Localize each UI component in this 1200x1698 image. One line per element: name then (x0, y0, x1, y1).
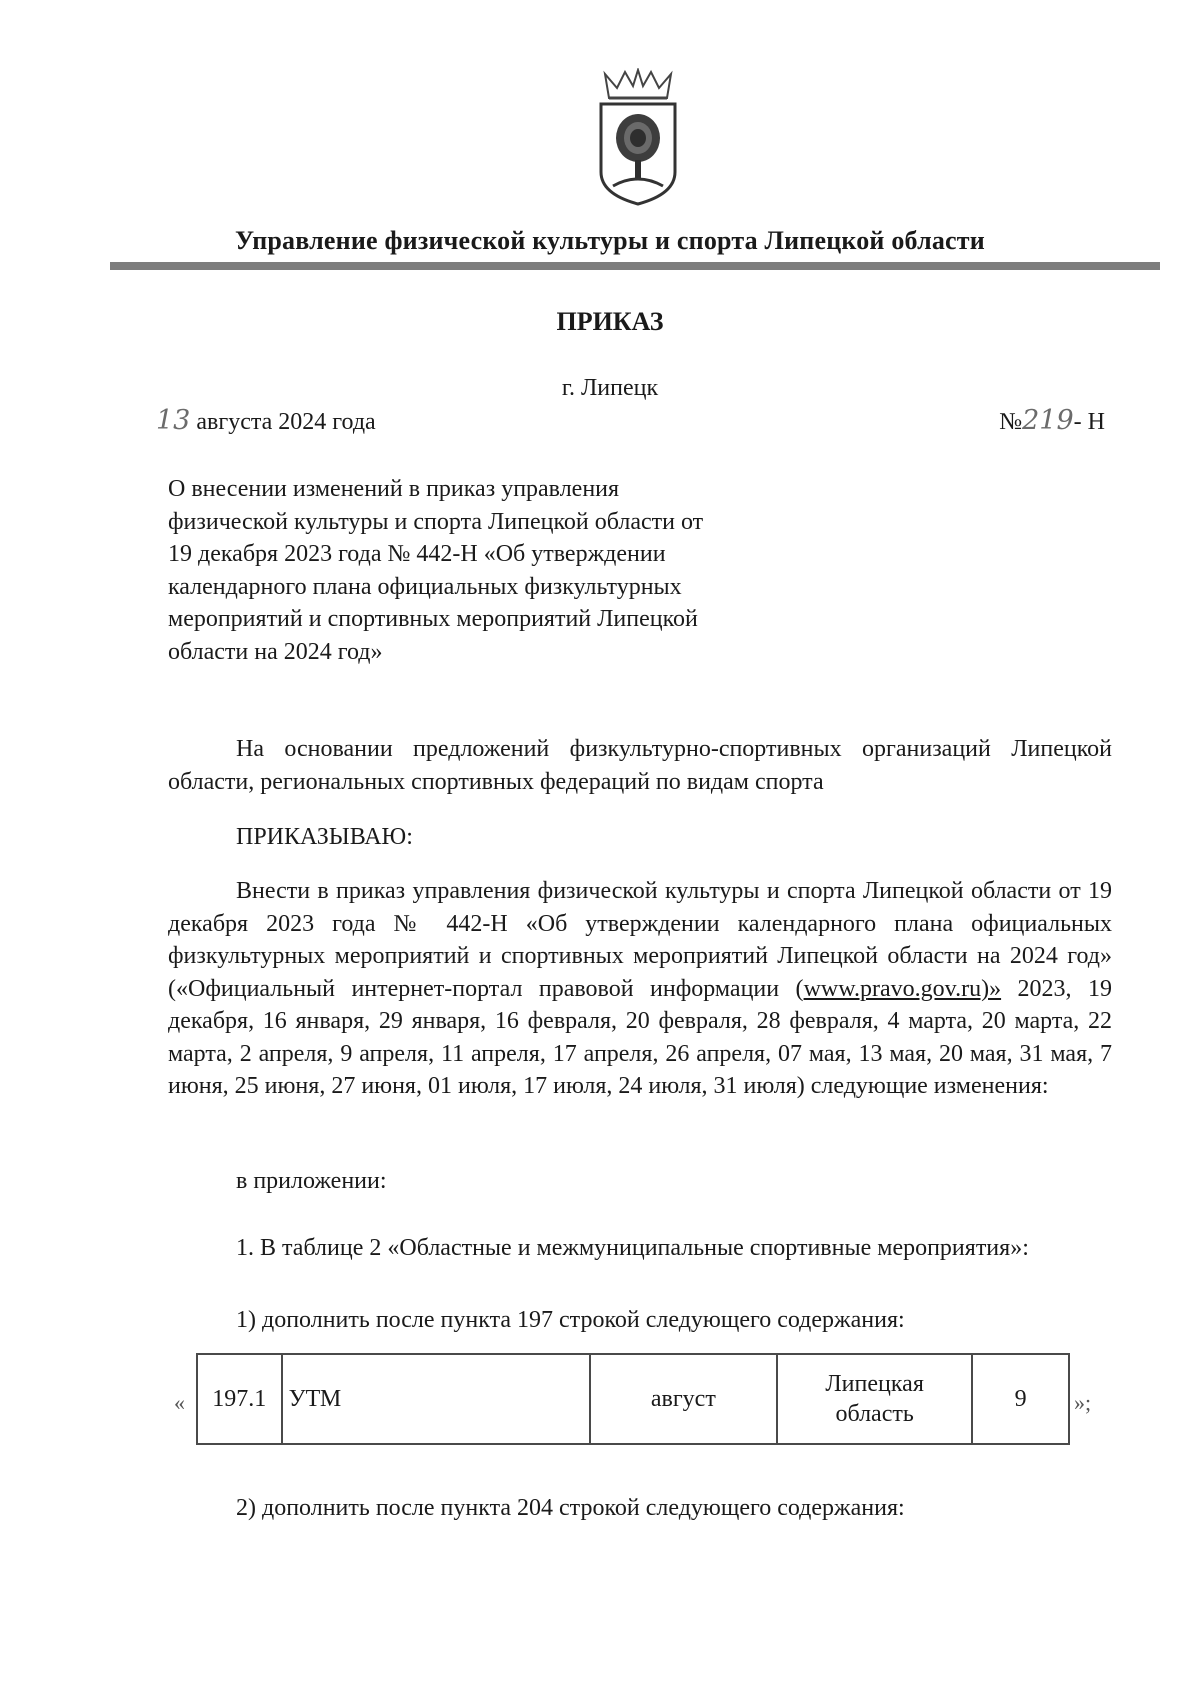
item-1-paragraph: 1. В таблице 2 «Областные и межмуниципальные спортивные мероприятия»: (236, 1235, 1029, 1261)
inserted-row-table (196, 1353, 1070, 1445)
header-divider (110, 262, 1160, 270)
document-type: ПРИКАЗ (556, 307, 664, 336)
pravo-portal-link[interactable]: www.pravo.gov.ru)» (803, 975, 1002, 1002)
table-close-quote: »; (1074, 1390, 1092, 1415)
cell-place: Липецкая область (777, 1354, 972, 1444)
appendix-heading: в приложении: (236, 1168, 387, 1194)
subitem-2-paragraph: 2) дополнить после пункта 204 строкой следующего содержания: (236, 1495, 905, 1521)
coat-of-arms-emblem (595, 68, 681, 208)
basis-paragraph: На основании предложений физкультурно-спортивных организаций Липецкой области, региональных спортивных федераций по видам спорта (168, 736, 1112, 795)
document-city: г. Липецк (561, 375, 659, 401)
handwritten-number: 219 (1022, 405, 1074, 436)
document-subject: О внесении изменений в приказ управления физической культуры и спорта Липецкой области от 19 декабря 2023 года № 442-Н «Об утверждении календарного плана официальных физкультурных мероприятий и спортивных мероприятий Липецкой области на 2024 год» (168, 476, 704, 665)
amendment-text-part2: 2023, 19 декабря, 16 января, 29 января, 16 февраля, 20 февраля, 28 февраля, 4 марта, 20 марта, 22 марта, 2 апреля, 9 апреля, 11 апреля, 17 апреля, 26 апреля, 07 мая, 13 мая, 20 мая, 31 мая, 7 июня, 25 июня, 27 июня, 01 июля, 17 июля, 24 июля, 31 июля) следующие изменения: (168, 975, 1112, 1099)
date-text: августа 2024 года (196, 409, 376, 435)
document-date (156, 405, 376, 436)
cell-event-name: УТМ (282, 1354, 590, 1444)
amendment-paragraph (168, 875, 1112, 1103)
number-suffix: - Н (1073, 409, 1105, 435)
document-number (999, 405, 1105, 436)
table-row (197, 1354, 1069, 1444)
order-word: ПРИКАЗЫВАЮ: (236, 824, 413, 850)
cell-participants: 9 (972, 1354, 1069, 1444)
number-prefix: № (999, 409, 1023, 435)
organization-name: Управление физической культуры и спорта Липецкой области (235, 226, 985, 255)
handwritten-day: 13 (156, 405, 191, 436)
subitem-1-paragraph: 1) дополнить после пункта 197 строкой следующего содержания: (236, 1307, 905, 1333)
cell-month: август (590, 1354, 777, 1444)
cell-item-number: 197.1 (197, 1354, 282, 1444)
table-open-quote: « (174, 1390, 185, 1415)
amendment-text-part1: Внести в приказ управления физической культуры и спорта Липецкой области от 19 декабря 2023 года № 442-Н «Об утверждении календарного плана официальных физкультурных мероприятий и спортивных мероприятий Липецкой области на 2024 год» («Официальный интернет-портал правовой информации ( (168, 878, 1112, 1002)
